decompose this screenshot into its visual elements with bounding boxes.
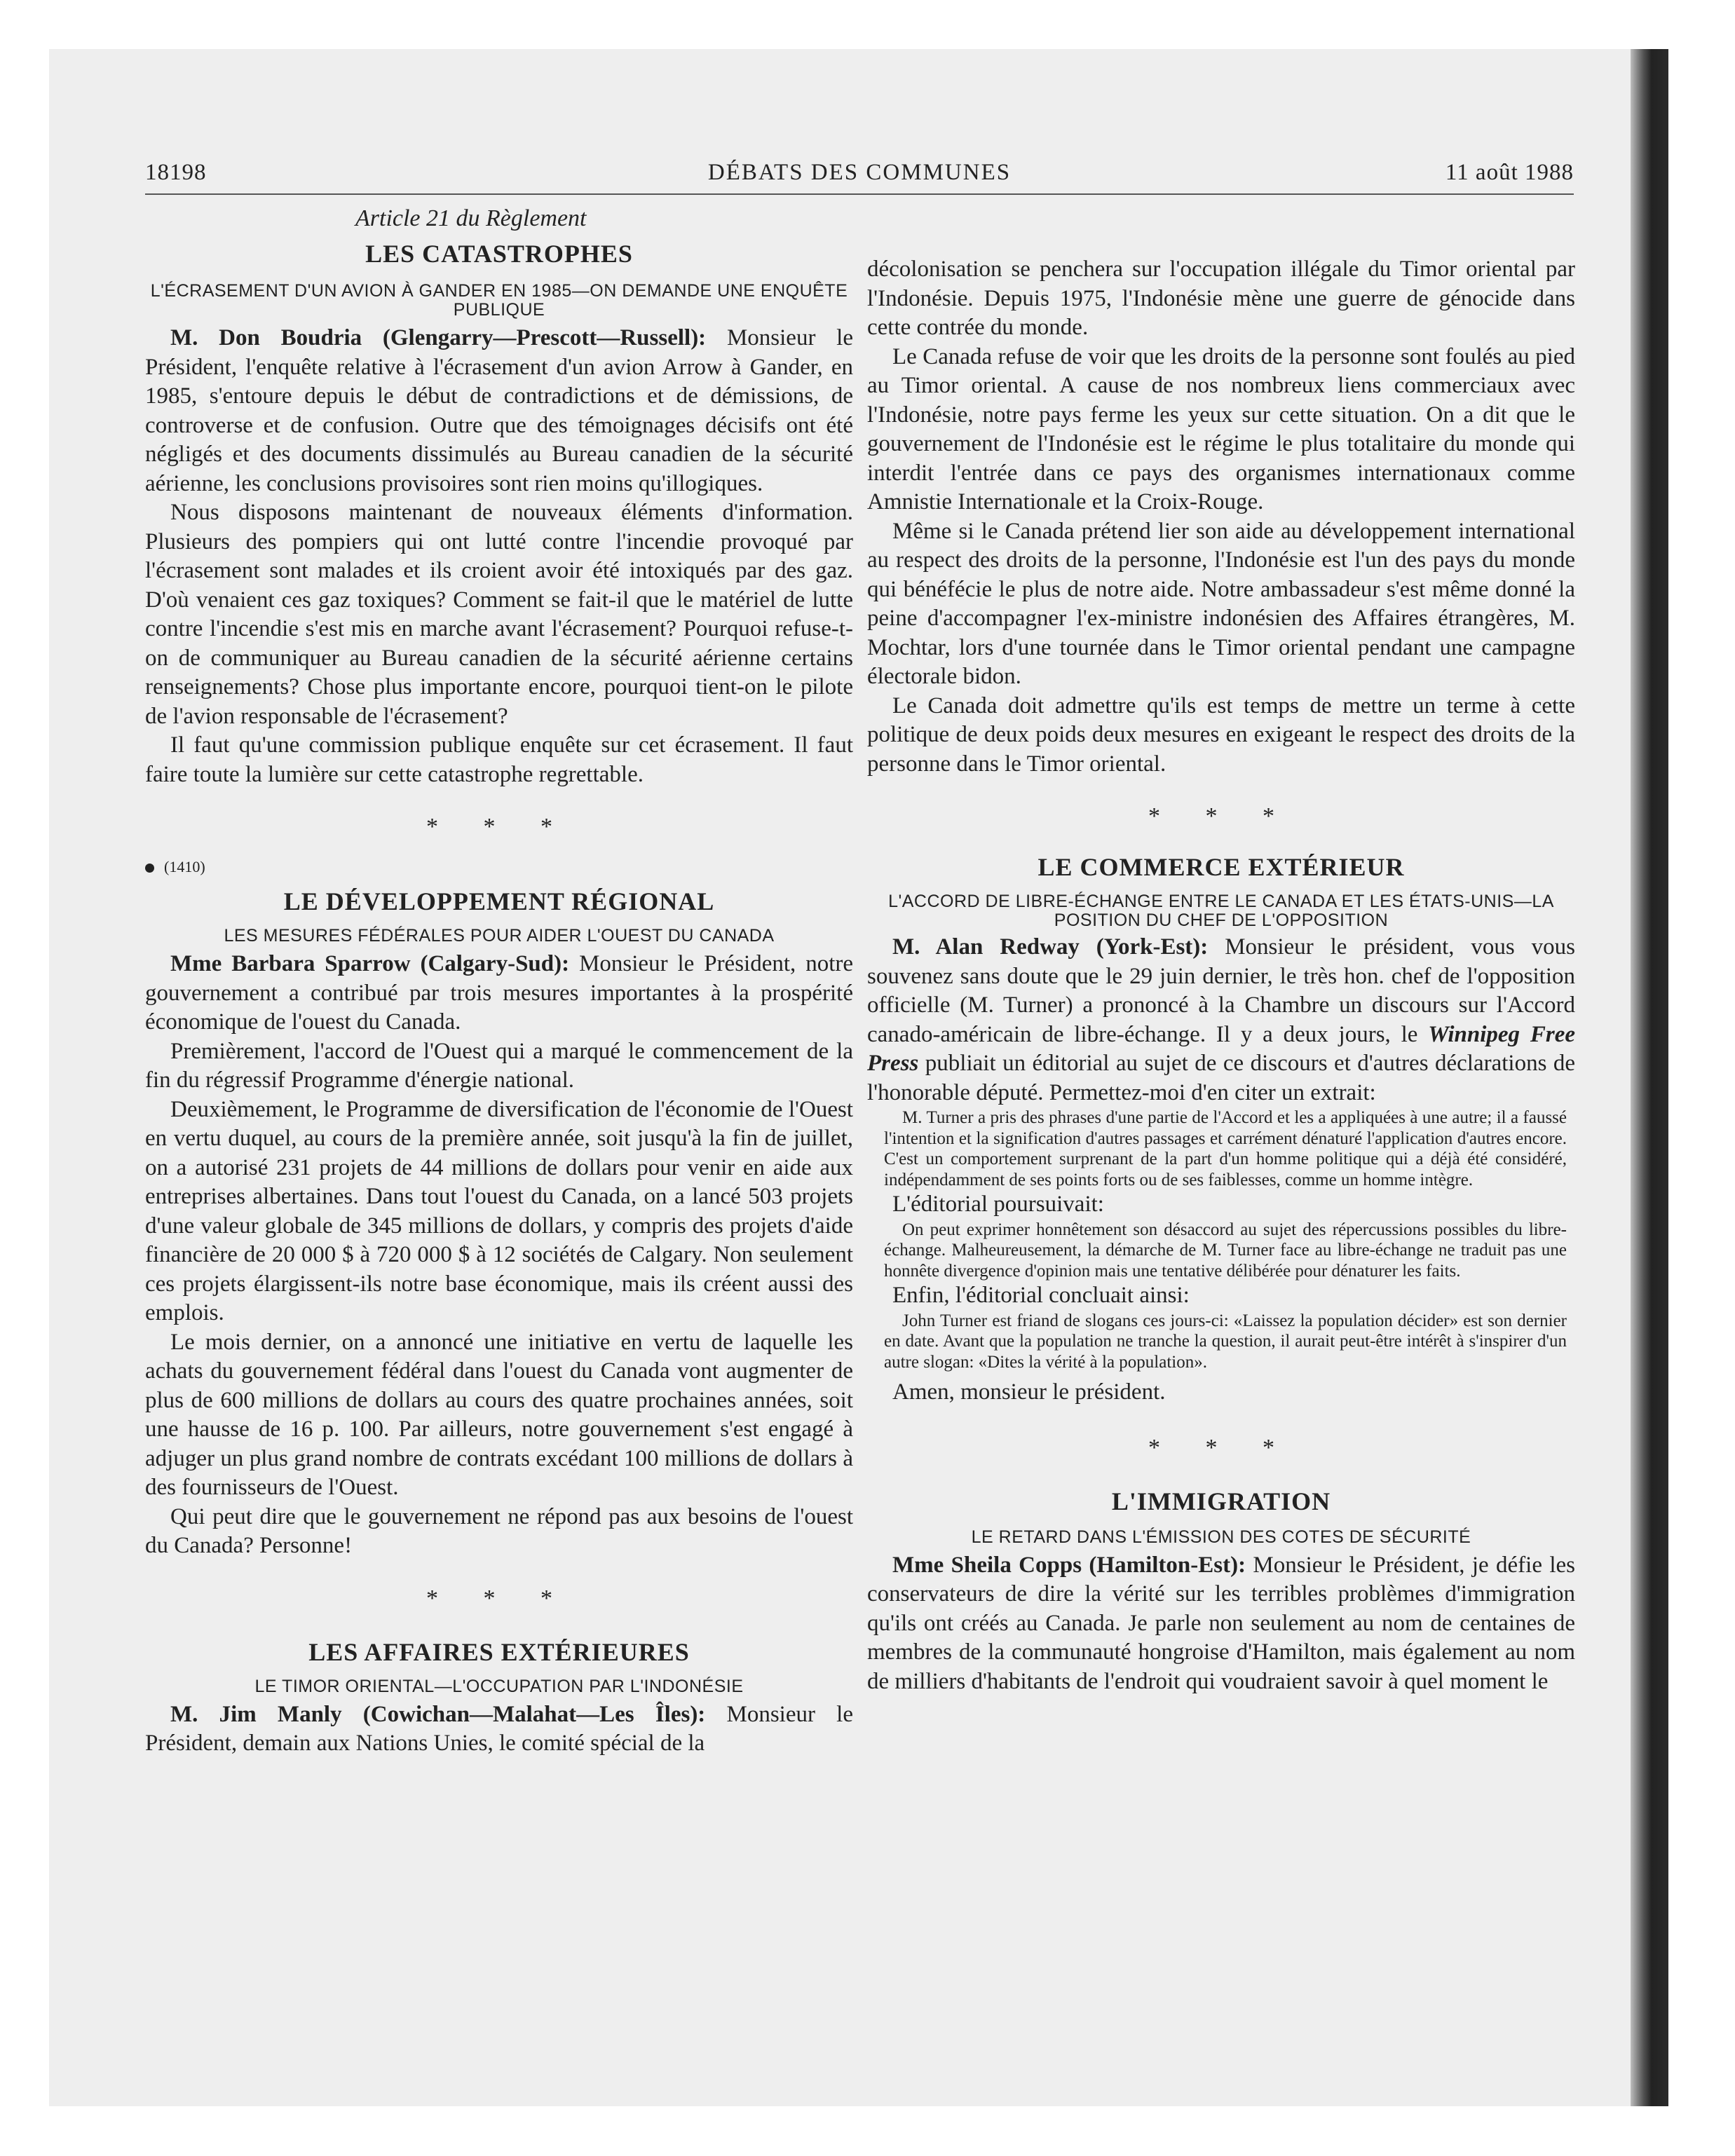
speech-sparrow-p3: Deuxièmement, le Programme de diversification de l'économie de l'Ouest en vertu duquel, au cours de la première année, soit jusqu'à la fin de juillet, on a autorisé 231 projets de 44 millions de dollars pour venir en aide aux entreprises albertaines. Dans tout l'ouest du Canada, on a lancé 503 projets d'une valeur globale de 345 millions de dollars, y compris des projets d'aide financière de 20 000 $ à 720 000 $ à 12 sociétés de Calgary. Non seulement ces projets élargissent-ils notre base économique, mais ils créent aussi des emplois.: [145, 1096, 853, 1325]
speech-manly-p1: M. Jim Manly (Cowichan—Malahat—Les Îles): Monsieur le Président, demain aux Nations Unies, le comité spécial de la: [145, 1701, 853, 1756]
speech-redway-p2: L'éditorial poursuivait:: [892, 1192, 1104, 1217]
page-number: 18198: [145, 160, 207, 185]
quote-1: M. Turner a pris des phrases d'une partie de l'Accord et les a appliquées à une autre; il a faussé l'intention et la signification d'autres passages et carrément dénaturé l'application d'autres encore. C'est un comportement surprenant de la part d'un homme politique qui a déjà été considéré, indépendamment de ses points forts ou de ses faiblesses, comme un homme intègre.: [884, 1108, 1567, 1189]
speech-sparrow-p1: Mme Barbara Sparrow (Calgary-Sud): Monsieur le Président, notre gouvernement a contribué par trois mesures importantes à la prospérité économique de l'ouest du Canada.: [145, 951, 854, 1035]
speaker-manly: M. Jim Manly (Cowichan—Malahat—Les Îles):: [170, 1701, 706, 1727]
separator-stars: * * *: [426, 1585, 572, 1611]
speech-manly-p3: Le Canada refuse de voir que les droits de la personne sont foulés au pied au Timor oriental. A cause de nos nombreux liens commerciaux avec l'Indonésie, notre pays ferme les yeux sur cette situation. On a dit que le gouvernement de l'Indonésie est le régime le plus totalitaire du monde qui interdit l'entrée dans ce pays des organismes internationaux comme Amnistie Internationale et la Croix-Rouge.: [867, 343, 1575, 514]
speech-boudria-p3: Il faut qu'une commission publique enquête sur cet écrasement. Il faut faire toute la lumière sur cette catastrophe regrettable.: [145, 732, 853, 787]
scan-edge-shadow: [1631, 49, 1668, 2106]
speech-manly-p2: décolonisation se penchera sur l'occupation illégale du Timor oriental par l'Indonésie. Depuis 1975, l'Indonésie mène une guerre de génocide dans cette contrée du monde.: [867, 257, 1575, 340]
section-title-regional: LE DÉVELOPPEMENT RÉGIONAL: [283, 887, 715, 915]
separator-stars: * * *: [1148, 803, 1294, 829]
speech-boudria-p1: M. Don Boudria (Glengarry—Prescott—Russell): Monsieur le Président, l'enquête relative à l'écrasement d'un avion Arrow à Gander, en 1985, s'entoure depuis le début de contradictions et de démissions, de controverse et de confusion. Outre que des témoignages décisifs ont été négligés et des documents dissimulés au Bureau canadien de la sécurité aérienne, les conclusions provisoires sont rien moins qu'illogiques.: [145, 325, 854, 496]
section-title-catastrophes: LES CATASTROPHES: [365, 240, 633, 268]
speech-sparrow-p5: Qui peut dire que le gouvernement ne répond pas aux besoins de l'ouest du Canada? Personne!: [145, 1503, 853, 1558]
right-column: [867, 203, 1575, 1696]
speech-copps-p1: Mme Sheila Copps (Hamilton-Est): Monsieur le Président, je défie les conservateurs de dire la vérité sur les terribles problèmes d'immigration qu'ils ont créés au Canada. Je parle non seulement au nom de centaines de membres de la communauté hongroise d'Hamilton, mais également au nom de milliers d'habitants de l'endroit qui voudraient savoir à quel moment le: [867, 1552, 1575, 1694]
section-title-external: LES AFFAIRES EXTÉRIEURES: [308, 1637, 690, 1666]
speech-redway-p4: Amen, monsieur le président.: [892, 1379, 1166, 1405]
subtitle-immigration: LE RETARD DANS L'ÉMISSION DES COTES DE SÉCURITÉ: [971, 1527, 1471, 1547]
speaker-sparrow: Mme Barbara Sparrow (Calgary-Sud):: [170, 951, 570, 976]
header-rule: [145, 193, 1574, 195]
standing-order-heading: Article 21 du Règlement: [355, 205, 587, 231]
bullet-icon: [145, 864, 154, 873]
left-column: [145, 203, 853, 1759]
timestamp: (1410): [145, 857, 853, 878]
speech-redway-p3: Enfin, l'éditorial concluait ainsi:: [892, 1283, 1190, 1308]
subtitle-commerce: L'ACCORD DE LIBRE-ÉCHANGE ENTRE LE CANADA ET LES ÉTATS-UNIS—LA POSITION DU CHEF DE L'OPPOSITION: [888, 892, 1554, 930]
speaker-boudria: M. Don Boudria (Glengarry—Prescott—Russell):: [170, 325, 707, 350]
speaker-copps: Mme Sheila Copps (Hamilton-Est):: [892, 1552, 1246, 1578]
separator-stars: * * *: [426, 814, 572, 840]
speech-manly-p4: Même si le Canada prétend lier son aide au développement international au respect des droits de la personne, l'Indonésie est l'un des pays du monde qui bénéfécie le plus de notre aide. Notre ambassadeur s'est même donné la peine d'accompagner l'ex-ministre indonésien des Affaires étrangères, M. Mochtar, lors d'une tournée dans le Timor oriental pendant une campagne électorale bidon.: [867, 518, 1575, 689]
quote-3: John Turner est friand de slogans ces jours-ci: «Laissez la population décider» est son dernier en date. Avant que la population ne tranche la question, il aurait peut-être intérêt à s'inspirer d'un autre slogan: «Dites la vérité à la population».: [884, 1311, 1567, 1372]
newspaper-name: Winnipeg Free Press: [867, 1021, 1575, 1076]
subtitle-external: LE TIMOR ORIENTAL—L'OCCUPATION PAR L'INDONÉSIE: [254, 1676, 744, 1696]
speech-boudria-p2: Nous disposons maintenant de nouveaux éléments d'information. Plusieurs des pompiers qui ont lutté contre l'incendie provoqué par l'écrasement sont malades et ils croient avoir été intoxiqués par des gaz. D'où venaient ces gaz toxiques? Comment se fait-il que le matériel de lutte contre l'incendie s'est mis en marche avant l'écrasement? Pourquoi refuse-t-on de communiquer au Bureau canadien de la sécurité aérienne certains renseignements? Chose plus importante encore, pourquoi tient-on le pilote de l'avion responsable de l'écrasement?: [145, 500, 853, 729]
speech-sparrow-p2: Premièrement, l'accord de l'Ouest qui a marqué le commencement de la fin du régressif Programme d'énergie national.: [145, 1038, 853, 1093]
subtitle-regional: LES MESURES FÉDÉRALES POUR AIDER L'OUEST DU CANADA: [224, 926, 775, 946]
speech-sparrow-p4: Le mois dernier, on a annoncé une initiative en vertu de laquelle les achats du gouvernement fédéral dans l'ouest du Canada vont augmenter de plus de 600 millions de dollars au cours des quatre prochaines années, soit une hausse de 16 p. 100. Par ailleurs, notre gouvernement s'est engagé à adjuger un plus grand nombre de contrats excédant 100 millions de dollars à des fournisseurs de l'Ouest.: [145, 1329, 853, 1500]
section-title-immigration: L'IMMIGRATION: [1111, 1487, 1331, 1515]
speaker-redway: M. Alan Redway (York-Est):: [892, 934, 1209, 960]
publication-title: DÉBATS DES COMMUNES: [707, 160, 1012, 185]
section-title-commerce: LE COMMERCE EXTÉRIEUR: [1037, 853, 1405, 881]
speech-manly-p5: Le Canada doit admettre qu'ils est temps de mettre un terme à cette politique de deux poids deux mesures en exigeant le respect des droits de la personne dans le Timor oriental.: [867, 692, 1575, 777]
quote-2: On peut exprimer honnêtement son désaccord au sujet des répercussions possibles du libre-échange. Malheureusement, la démarche de M. Turner face au libre-échange ne traduit pas une honnête divergence d'opinion mais une tentative délibérée pour dénaturer les faits.: [884, 1220, 1567, 1281]
subtitle-catastrophes: L'ÉCRASEMENT D'UN AVION À GANDER EN 1985—ON DEMANDE UNE ENQUÊTE PUBLIQUE: [150, 281, 848, 320]
separator-stars: * * *: [1148, 1434, 1294, 1461]
header-date: 11 août 1988: [1445, 160, 1574, 185]
speech-redway-p1: M. Alan Redway (York-Est): Monsieur le président, vous vous souvenez sans doute que le 29 juin dernier, le très hon. chef de l'opposition officielle (M. Turner) a prononcé à la Chambre un discours sur l'Accord canado-américain de libre-échange. Il y a deux jours, le Winnipeg Free Press publiait un éditorial au sujet de ce discours et d'autres déclarations de l'honorable député. Permettez-moi d'en citer un extrait:: [867, 934, 1576, 1105]
running-header: [145, 160, 1574, 195]
